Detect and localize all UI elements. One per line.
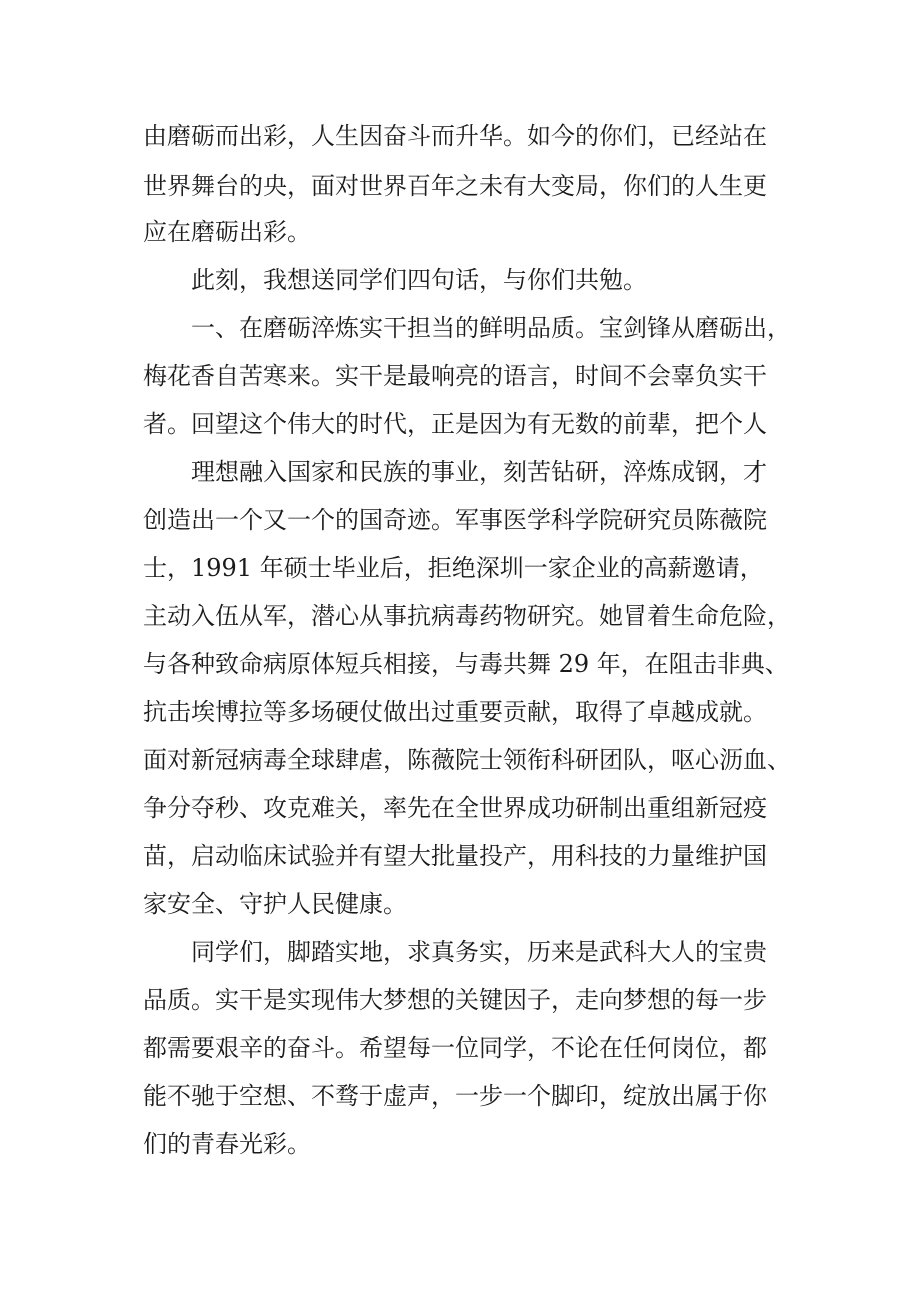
text-line: 梅花香自苦寒来。实干是最响亮的语言，时间不会辜负实干 (143, 362, 767, 390)
text-line: 面对新冠病毒全球肆虐，陈薇院士领衔科研团队，呕心沥血、 (143, 746, 791, 774)
text-line: 世界舞台的央，面对世界百年之未有大变局，你们的人生更 (143, 172, 767, 200)
text-line: 此刻，我想送同学们四句话，与你们共勉。 (191, 266, 647, 294)
text-line: 与各种致命病原体短兵相接，与毒共舞 29 年，在阻击非典、 (143, 650, 789, 678)
text-line: 苗，启动临床试验并有望大批量投产，用科技的力量维护国 (143, 842, 767, 870)
text-line: 理想融入国家和民族的事业，刻苦钻研，淬炼成钢，才 (191, 458, 767, 486)
text-line: 品质。实干是实现伟大梦想的关键因子，走向梦想的每一步 (143, 986, 767, 1014)
text-line: 应在磨砺出彩。 (143, 218, 311, 246)
text-line: 家安全、守护人民健康。 (143, 890, 407, 918)
text-line: 们的青春光彩。 (143, 1130, 311, 1158)
text-line: 都需要艰辛的奋斗。希望每一位同学，不论在任何岗位，都 (143, 1034, 767, 1062)
text-line: 者。回望这个伟大的时代，正是因为有无数的前辈，把个人 (143, 410, 767, 438)
text-line: 能不驰于空想、不骛于虚声，一步一个脚印，绽放出属于你 (143, 1082, 767, 1110)
text-line: 抗击埃博拉等多场硬仗做出过重要贡献，取得了卓越成就。 (143, 698, 767, 726)
text-line: 一、在磨砺淬炼实干担当的鲜明品质。宝剑锋从磨砺出， (191, 314, 791, 342)
text-line: 由磨砺而出彩，人生因奋斗而升华。如今的你们，已经站在 (143, 122, 767, 150)
text-line: 争分夺秒、攻克难关，率先在全世界成功研制出重组新冠疫 (143, 794, 767, 822)
text-line: 创造出一个又一个的国奇迹。军事医学科学院研究员陈薇院 (143, 506, 767, 534)
text-line: 主动入伍从军，潜心从事抗病毒药物研究。她冒着生命危险， (143, 602, 791, 630)
text-line: 同学们，脚踏实地，求真务实，历来是武科大人的宝贵 (191, 938, 767, 966)
text-line: 士，1991 年硕士毕业后，拒绝深圳一家企业的高薪邀请， (143, 554, 764, 582)
